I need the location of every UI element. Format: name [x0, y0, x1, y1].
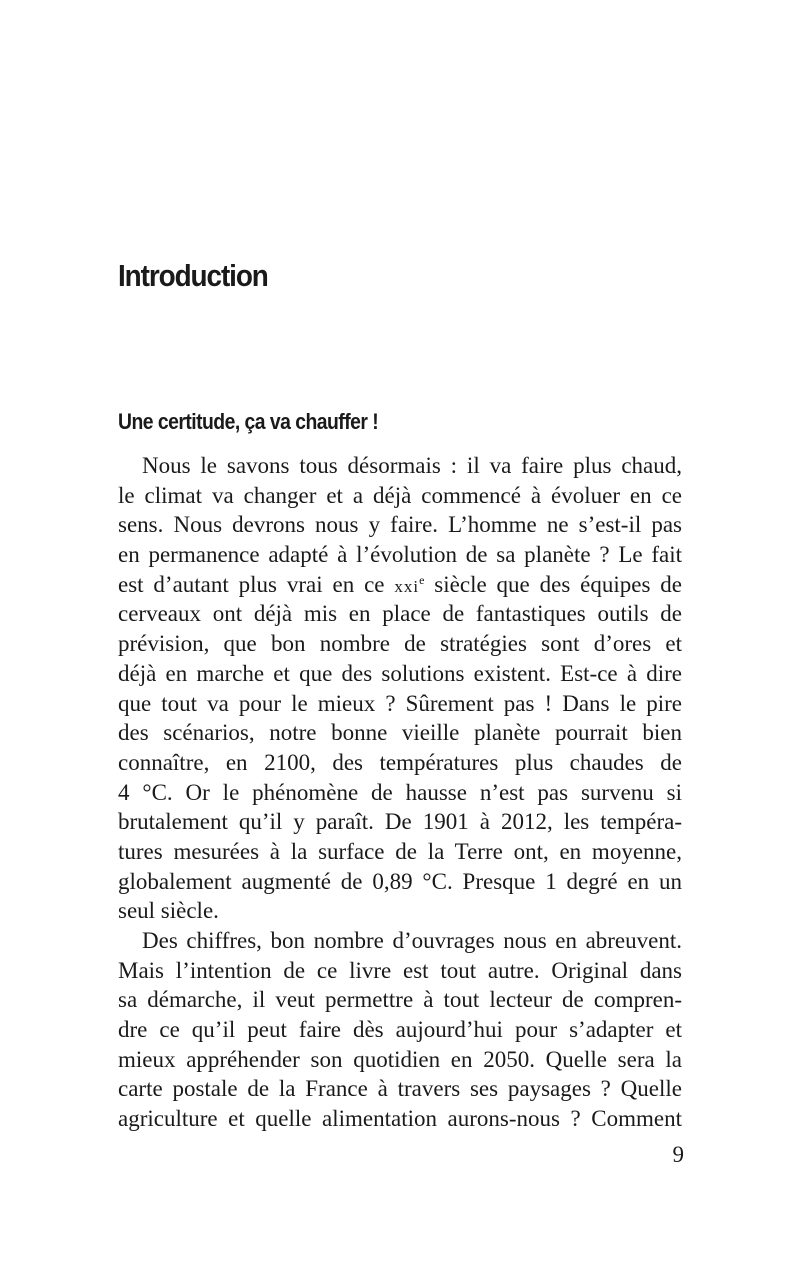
section-title: Une certitude, ça va chauffer !	[118, 409, 379, 434]
century-numeral: xxi	[394, 576, 420, 596]
text-line: Mais l’intention de ce livre est tout autre. Original dans	[118, 957, 682, 983]
text-line: sa démarche, il veut permettre à tout lecteur de compren-	[118, 987, 682, 1013]
text-line: cerveaux ont déjà mis en place de fantastiques outils de	[118, 601, 682, 627]
page-number: 9	[672, 1142, 684, 1167]
text-line: connaître, en 2100, des températures plus chaudes de	[118, 749, 682, 775]
ordinal-superscript: e	[419, 572, 425, 587]
text-line: brutalement qu’il y paraît. De 1901 à 2012, les tempéra-	[118, 809, 682, 835]
text-line: que tout va pour le mieux ? Sûrement pas ! Dans le pire	[118, 690, 682, 716]
text-line: agriculture et quelle alimentation aurons-nous ? Comment	[118, 1106, 682, 1132]
text-line: le climat va changer et a déjà commencé à évoluer en ce	[118, 482, 682, 508]
text-fragment: siècle que des équipes de	[424, 571, 682, 597]
text-line: déjà en marche et que des solutions existent. Est-ce à dire	[118, 660, 682, 686]
text-line: globalement augmenté de 0,89 °C. Presque 1 degré en un	[118, 868, 682, 894]
text-line: seul siècle.	[118, 898, 219, 924]
chapter-title: Introduction	[118, 258, 268, 293]
text-line: tures mesurées à la surface de la Terre ont, en moyenne,	[118, 838, 682, 864]
text-line: carte postale de la France à travers ses paysages ? Quelle	[118, 1076, 682, 1102]
text-line: mieux appréhender son quotidien en 2050. Quelle sera la	[118, 1046, 682, 1072]
text-fragment: est d’autant plus vrai en ce	[118, 571, 395, 597]
text-line: prévision, que bon nombre de stratégies sont d’ores et	[118, 631, 682, 657]
text-line: des scénarios, notre bonne vieille planète pourrait bien	[118, 720, 682, 746]
text-line	[118, 570, 682, 600]
text-line: Nous le savons tous désormais : il va faire plus chaud,	[142, 453, 682, 478]
body-text	[118, 451, 682, 1134]
text-line: dre ce qu’il peut faire dès aujourd’hui pour s’adapter et	[118, 1017, 682, 1043]
paragraph	[118, 451, 682, 926]
text-line: sens. Nous devrons nous y faire. L’homme ne s’est-il pas	[118, 512, 682, 538]
paragraph	[118, 926, 682, 1134]
text-line: 4 °C. Or le phénomène de hausse n’est pas survenu si	[118, 779, 682, 805]
text-line: en permanence adapté à l’évolution de sa planète ? Le fait	[118, 542, 682, 568]
text-line: Des chiffres, bon nombre d’ouvrages nous en abreuvent.	[142, 928, 682, 953]
